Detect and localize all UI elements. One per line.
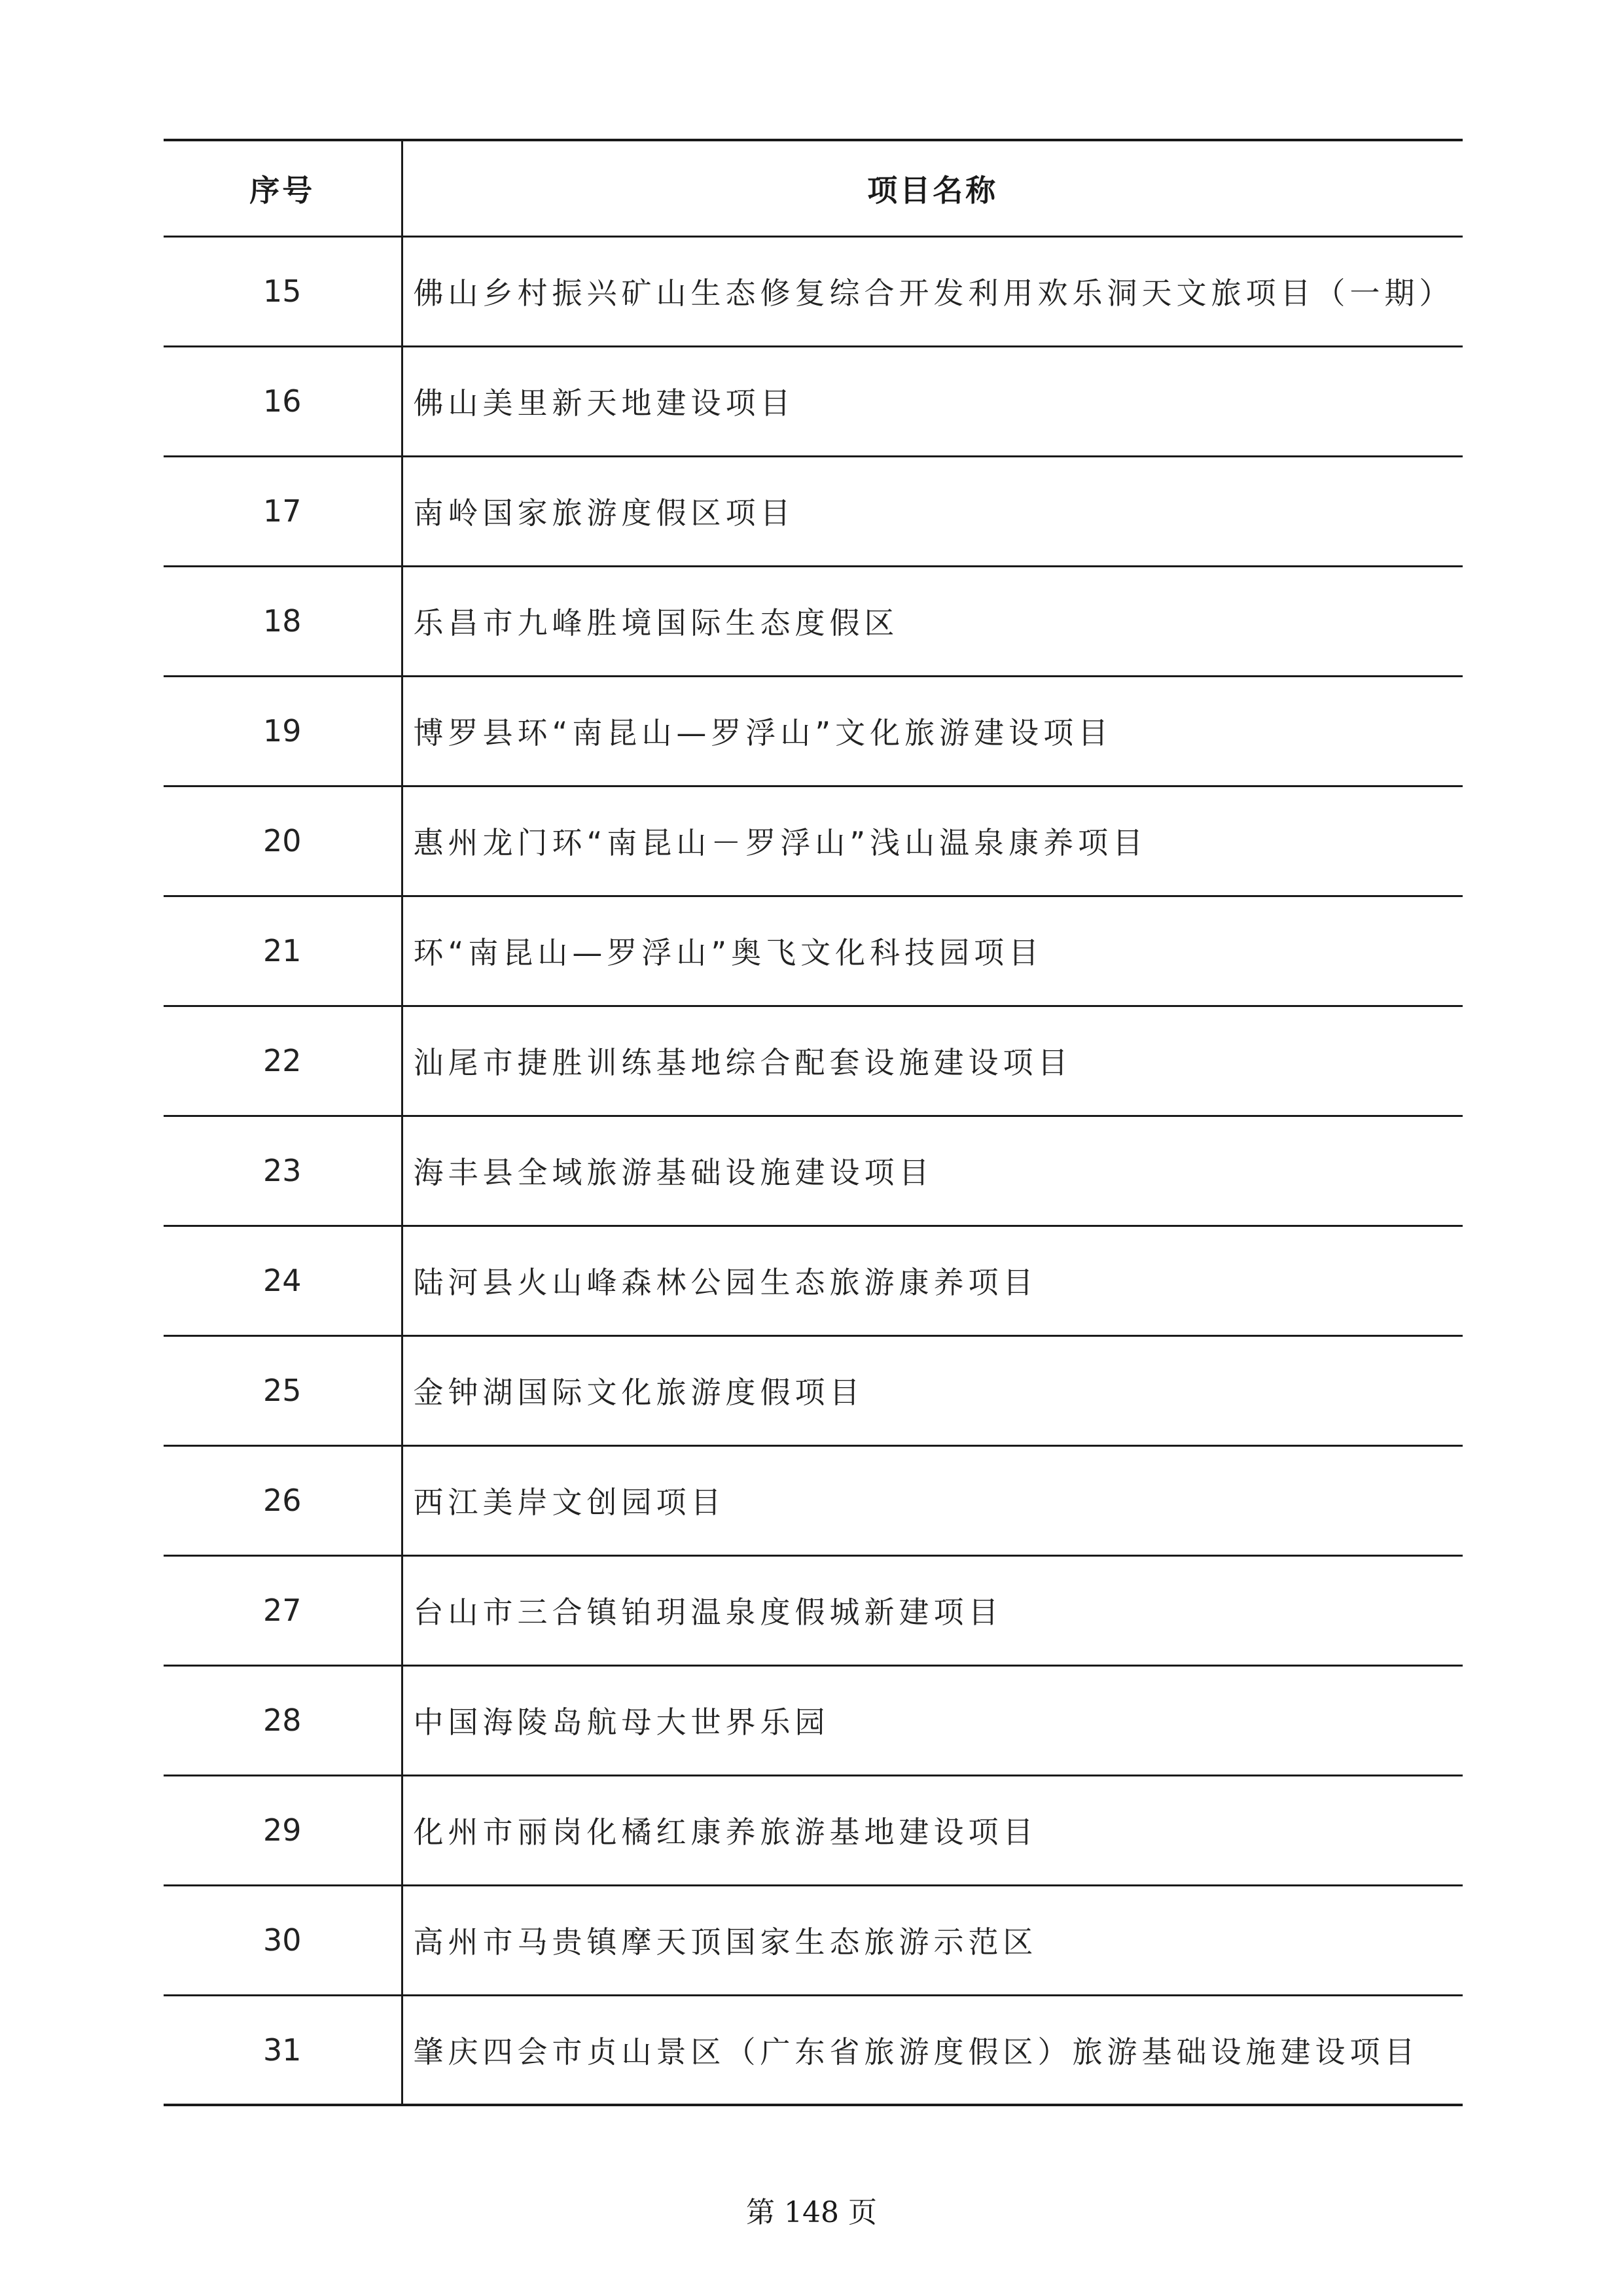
row-project-name: 博罗县环“南昆山—罗浮山”文化旅游建设项目 xyxy=(402,676,1463,786)
page-number: 第 148 页 xyxy=(746,2196,877,2229)
table-row xyxy=(164,1885,1463,1995)
row-number: 31 xyxy=(164,1995,402,2105)
row-number: 19 xyxy=(164,676,402,786)
table-row xyxy=(164,1555,1463,1665)
row-project-name: 西江美岸文创园项目 xyxy=(402,1445,1463,1555)
project-table xyxy=(164,139,1463,2106)
table-row xyxy=(164,236,1463,346)
row-number: 27 xyxy=(164,1555,402,1665)
table-row xyxy=(164,1445,1463,1555)
header-serial-number: 序号 xyxy=(164,140,402,236)
row-project-name: 海丰县全域旅游基础设施建设项目 xyxy=(402,1116,1463,1226)
table-row xyxy=(164,1226,1463,1335)
row-project-name: 高州市马贵镇摩天顶国家生态旅游示范区 xyxy=(402,1885,1463,1995)
row-number: 15 xyxy=(164,236,402,346)
row-number: 21 xyxy=(164,896,402,1006)
row-number: 30 xyxy=(164,1885,402,1995)
row-project-name: 乐昌市九峰胜境国际生态度假区 xyxy=(402,566,1463,676)
row-project-name: 汕尾市捷胜训练基地综合配套设施建设项目 xyxy=(402,1006,1463,1116)
row-number: 23 xyxy=(164,1116,402,1226)
row-number: 26 xyxy=(164,1445,402,1555)
table-row xyxy=(164,1006,1463,1116)
row-number: 16 xyxy=(164,346,402,456)
table-row xyxy=(164,1116,1463,1226)
row-project-name: 佛山美里新天地建设项目 xyxy=(402,346,1463,456)
row-project-name: 化州市丽岗化橘红康养旅游基地建设项目 xyxy=(402,1775,1463,1885)
row-number: 17 xyxy=(164,456,402,566)
table-row xyxy=(164,346,1463,456)
table-row xyxy=(164,566,1463,676)
row-number: 20 xyxy=(164,786,402,896)
row-project-name: 中国海陵岛航母大世界乐园 xyxy=(402,1665,1463,1775)
row-project-name: 陆河县火山峰森林公园生态旅游康养项目 xyxy=(402,1226,1463,1335)
row-number: 29 xyxy=(164,1775,402,1885)
row-number: 25 xyxy=(164,1335,402,1445)
table-row xyxy=(164,1775,1463,1885)
table-row xyxy=(164,1665,1463,1775)
row-number: 18 xyxy=(164,566,402,676)
row-project-name: 南岭国家旅游度假区项目 xyxy=(402,456,1463,566)
row-project-name: 佛山乡村振兴矿山生态修复综合开发利用欢乐洞天文旅项目（一期） xyxy=(402,236,1463,346)
table-row xyxy=(164,676,1463,786)
row-project-name: 惠州龙门环“南昆山－罗浮山”浅山温泉康养项目 xyxy=(402,786,1463,896)
row-project-name: 环“南昆山—罗浮山”奥飞文化科技园项目 xyxy=(402,896,1463,1006)
row-project-name: 肇庆四会市贞山景区（广东省旅游度假区）旅游基础设施建设项目 xyxy=(402,1995,1463,2105)
table-row xyxy=(164,786,1463,896)
table-row xyxy=(164,1995,1463,2105)
table-row xyxy=(164,1335,1463,1445)
row-number: 22 xyxy=(164,1006,402,1116)
table-header-row xyxy=(164,140,1463,236)
header-project-name: 项目名称 xyxy=(402,140,1463,236)
row-number: 28 xyxy=(164,1665,402,1775)
row-number: 24 xyxy=(164,1226,402,1335)
table-row xyxy=(164,896,1463,1006)
row-project-name: 台山市三合镇铂玥温泉度假城新建项目 xyxy=(402,1555,1463,1665)
table-row xyxy=(164,456,1463,566)
row-project-name: 金钟湖国际文化旅游度假项目 xyxy=(402,1335,1463,1445)
